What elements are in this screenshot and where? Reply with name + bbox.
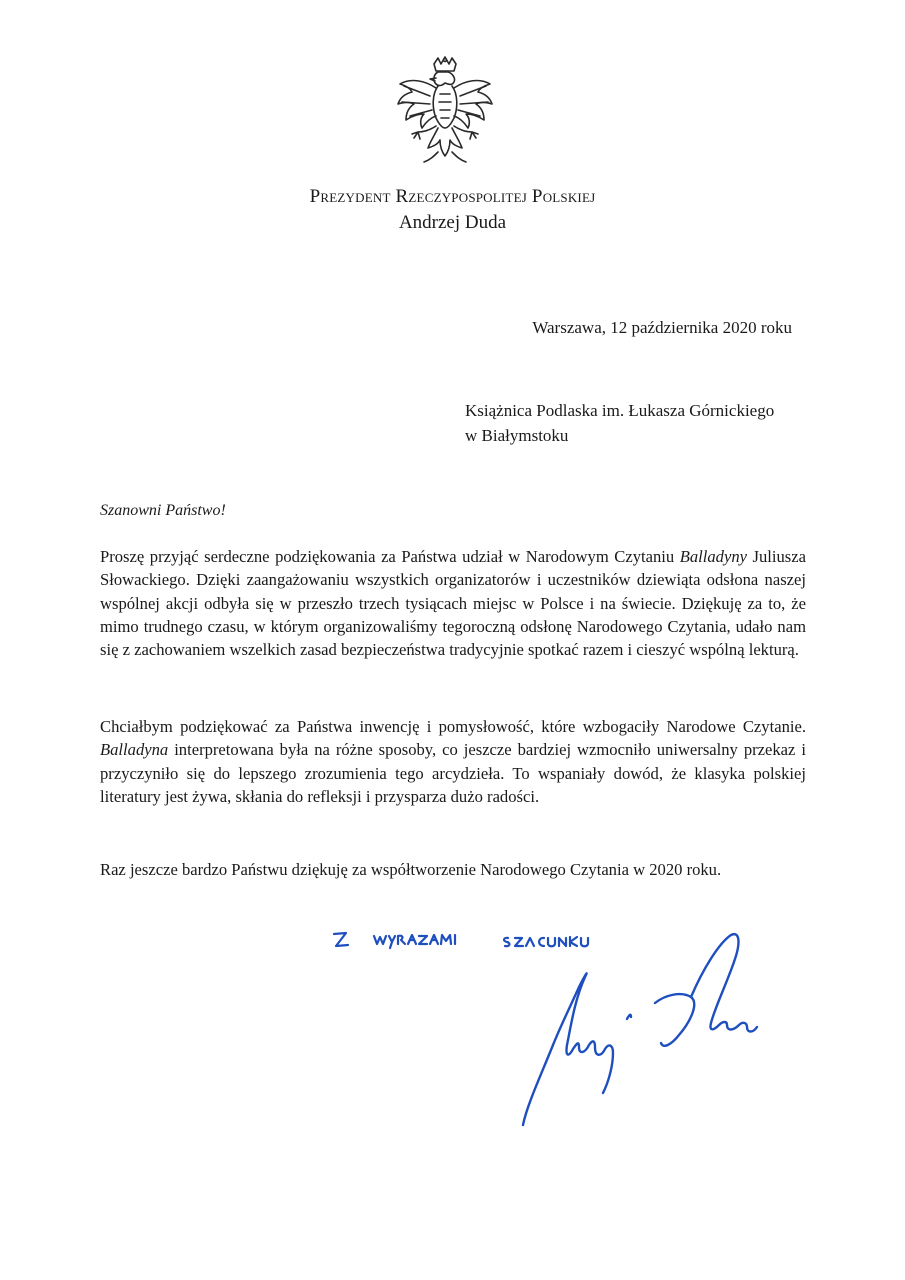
body-paragraph-3 — [100, 858, 806, 881]
paragraph-1-italic-title: Balladyny — [679, 547, 747, 566]
salutation: Szanowni Państwo! — [100, 502, 226, 519]
paragraph-3-text: Raz jeszcze bardzo Państwu dziękuję za współtworzenie Narodowego Czytania w 2020 roku. — [100, 860, 722, 879]
handwritten-signature — [505, 925, 795, 1130]
body-paragraph-1 — [100, 545, 806, 661]
header-name: Andrzej Duda — [398, 212, 507, 233]
recipient-address — [465, 398, 774, 448]
paragraph-2-text-a: Chciałbym podziękować za Państwa inwencję i pomysłowość, które wzbogaciły Narodowe Czytanie. — [100, 717, 806, 736]
body-paragraph-2 — [100, 715, 806, 808]
paragraph-2-text-b: interpretowana była na różne sposoby, co jeszcze bardziej wzmocniło uniwersalny przekaz i przyczyniło się do lepszego zrozumienia tego arcydzieła. To wspaniały dowód, że klasyka polskiej literatury jest żywa, skłania do refleksji i przysparza dużo radości. — [100, 740, 806, 806]
paragraph-2-italic-title: Balladyna — [100, 740, 169, 760]
recipient-line-2: w Białymstoku — [465, 426, 569, 445]
recipient-line-1: Książnica Podlaska im. Łukasza Górnickiego — [465, 401, 775, 420]
paragraph-1-text-a: Proszę przyjąć serdeczne podziękowania za Państwa udział w Narodowym Czytaniu — [100, 547, 680, 566]
paragraph-1-text-b: Juliusza Słowackiego. Dzięki zaangażowaniu wszystkich organizatorów i uczestników dziewiąta odsłona naszej wspólnej akcji odbyła się w przeszło trzech tysiącach miejsc w Polsce i na świecie. Dziękuję za to, że mimo trudnego czasu, w którym organizowaliśmy tegoroczną odsłonę Narodowego Czytania, udało nam się z zachowaniem wszelkich zasad bezpieczeństwa tradycyjnie spotkać razem i cieszyć wspólną lekturą. — [100, 547, 806, 660]
polish-eagle-emblem-icon — [394, 56, 496, 166]
letter-date: Warszawa, 12 października 2020 roku — [532, 318, 792, 337]
header-title: Prezydent Rzeczypospolitej Polskiej — [309, 186, 596, 207]
